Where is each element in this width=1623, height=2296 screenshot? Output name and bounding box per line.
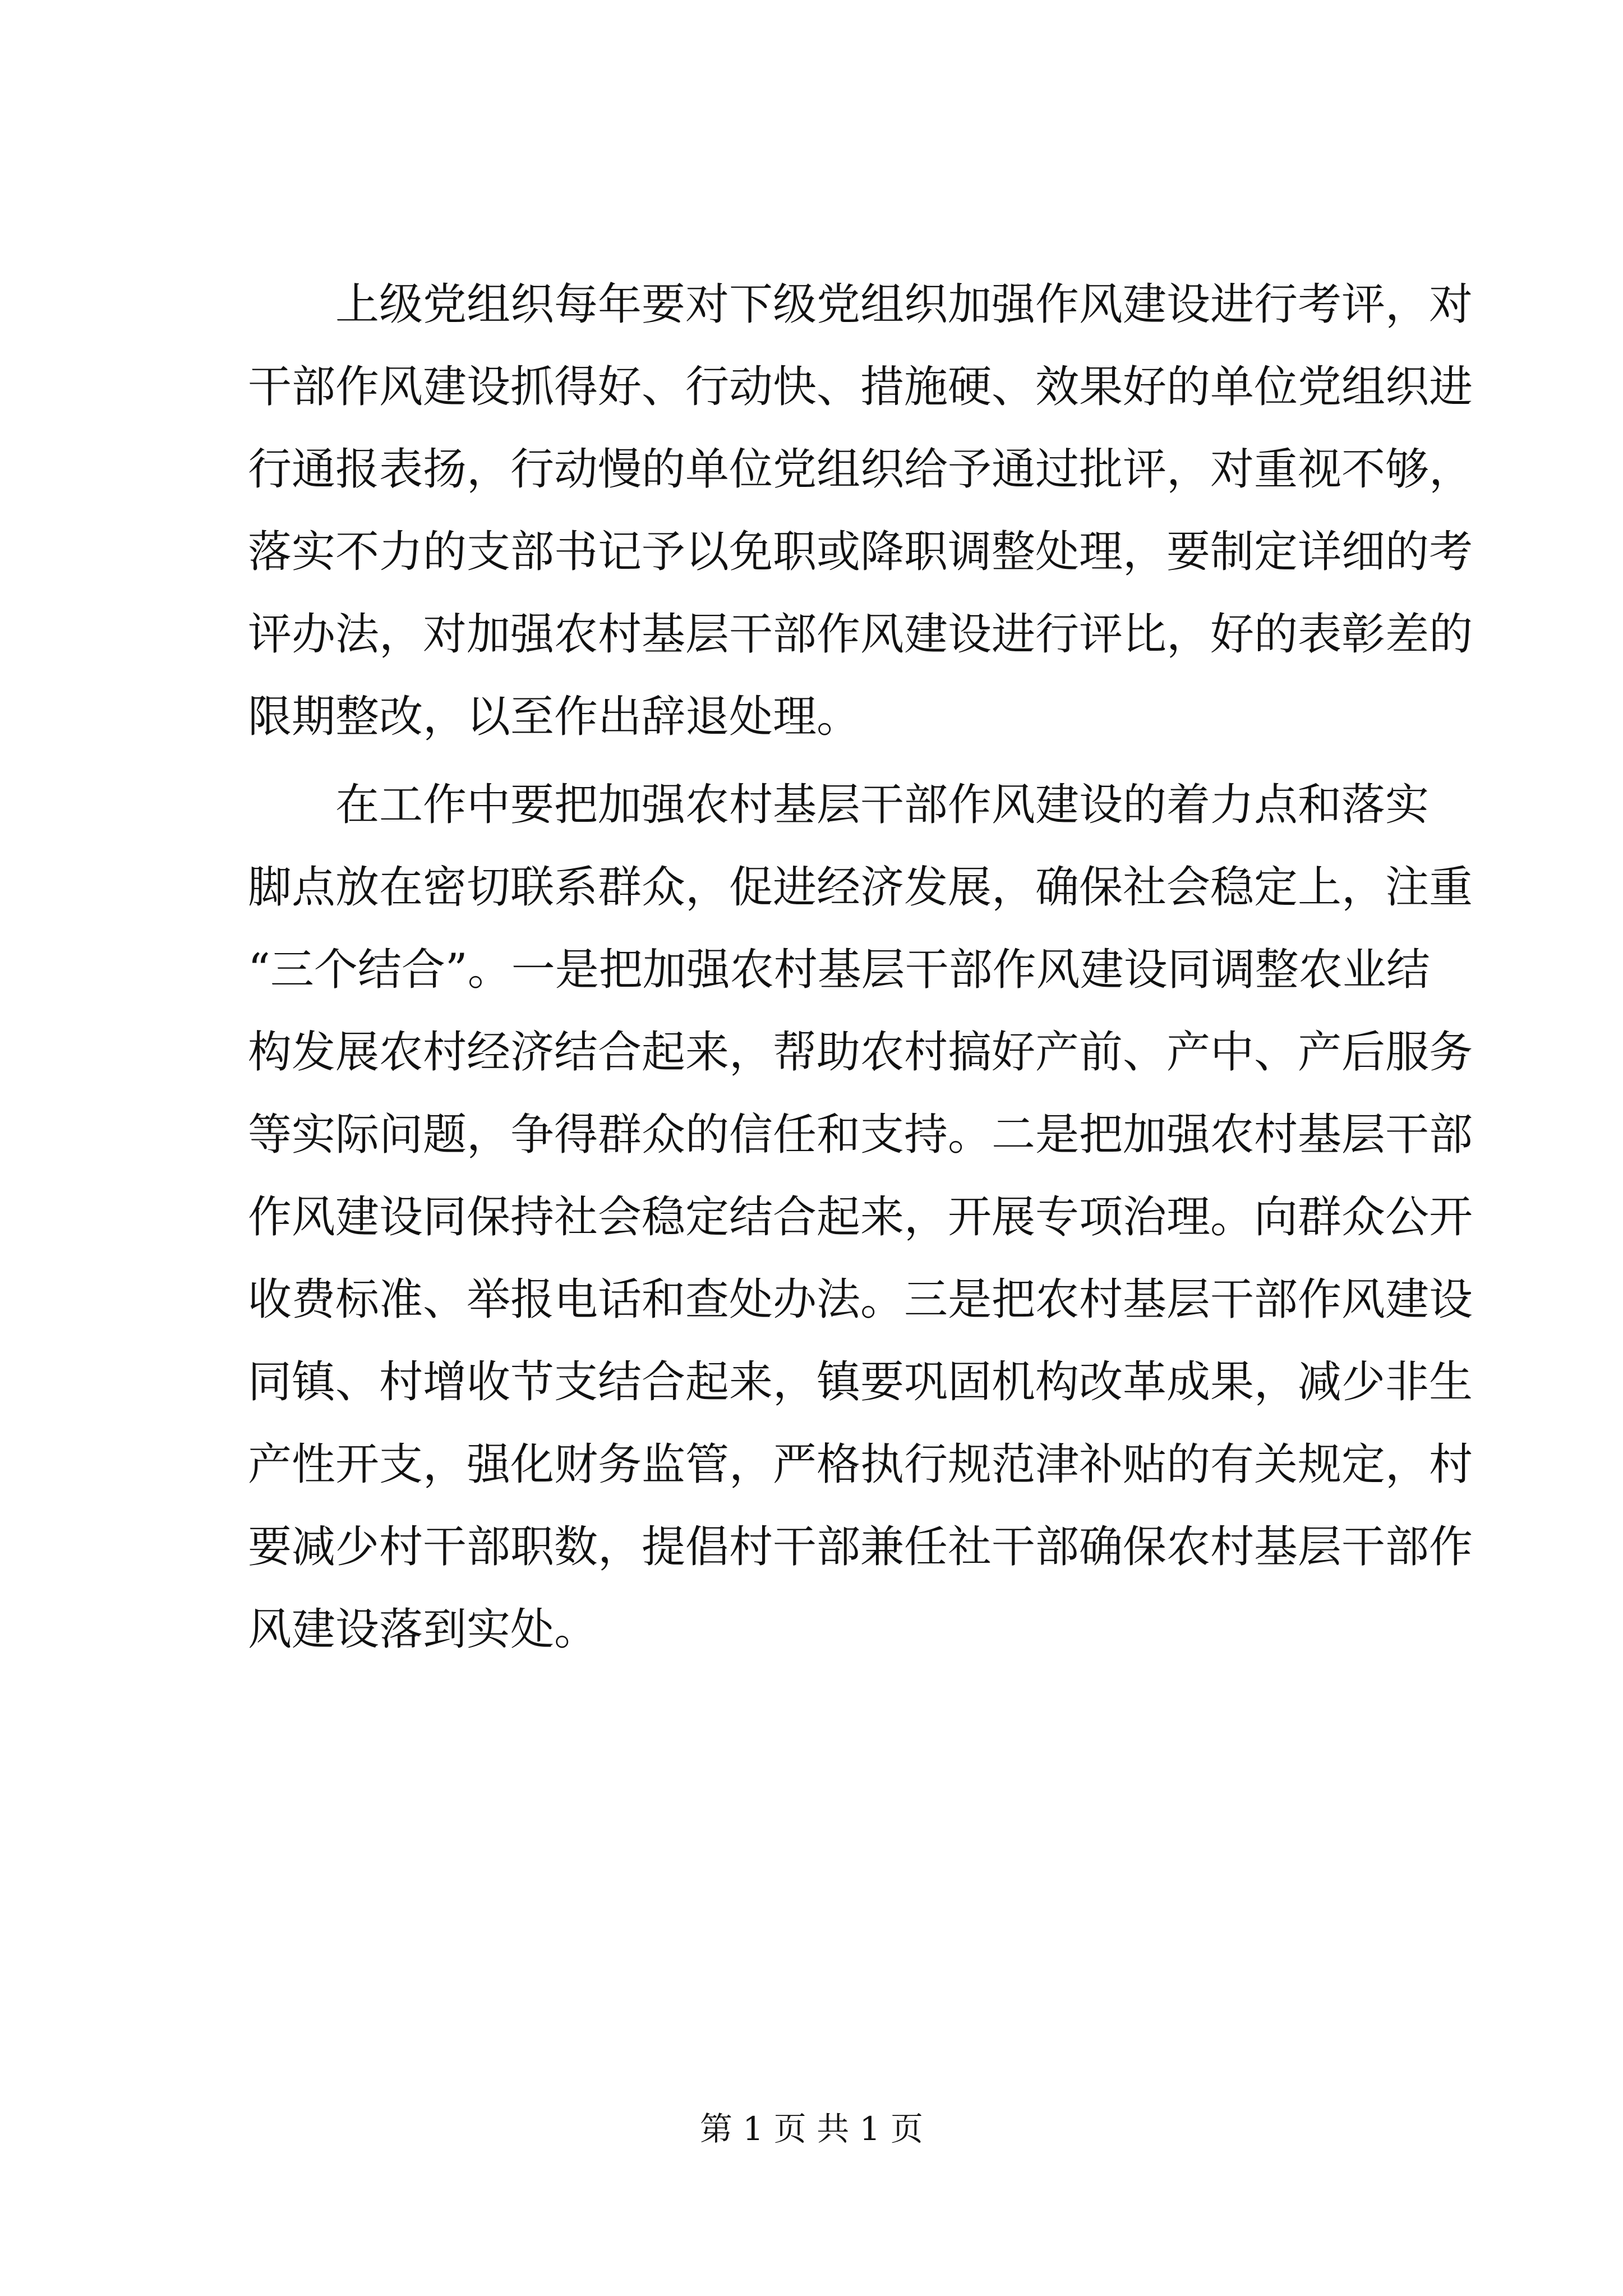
text-line: 脚点放在密切联系群众，促进经济发展，确保社会稳定上，注重 — [248, 862, 1473, 913]
text-line: 干部作风建设抓得好、行动快、措施硬、效果好的单位党组织进 — [248, 362, 1473, 412]
text-line: 在工作中要把加强农村基层干部作风建设的着力点和落实 — [248, 780, 1430, 830]
text-line: 落实不力的支部书记予以免职或降职调整处理，要制定详细的考 — [248, 527, 1473, 577]
text-line: 等实际问题，争得群众的信任和支持。二是把加强农村基层干部 — [248, 1110, 1473, 1160]
text-line: 同镇、村增收节支结合起来，镇要巩固机构改革成果，减少非生 — [248, 1357, 1473, 1407]
text-line: 作风建设同保持社会稳定结合起来，开展专项治理。向群众公开 — [248, 1192, 1473, 1243]
page-footer: 第 1 页 共 1 页 — [700, 2110, 923, 2148]
paragraph-1 — [248, 264, 1473, 758]
text-line: 收费标准、举报电话和查处办法。三是把农村基层干部作风建设 — [248, 1274, 1473, 1325]
text-line: 要减少村干部职数，提倡村干部兼任社干部确保农村基层干部作 — [248, 1522, 1473, 1572]
text-line: 评办法，对加强农村基层干部作风建设进行评比，好的表彰差的 — [248, 609, 1473, 660]
text-line: 产性开支，强化财务监管，严格执行规范津补贴的有关规定，村 — [248, 1439, 1473, 1490]
text-line: 构发展农村经济结合起来，帮助农村搞好产前、产中、产后服务 — [248, 1027, 1473, 1078]
text-line: 上级党组织每年要对下级党组织加强作风建设进行考评，对 — [248, 279, 1473, 330]
text-line: 风建设落到实处。 — [248, 1604, 598, 1655]
paragraph-2 — [248, 764, 1473, 1671]
document-body — [248, 264, 1473, 1671]
paragraph-gap — [248, 758, 1414, 764]
text-line: 行通报表扬，行动慢的单位党组织给予通过批评，对重视不够， — [248, 444, 1473, 495]
text-line: 限期整改，以至作出辞退处理。 — [248, 692, 861, 742]
text-line: “三个结合”。一是把加强农村基层干部作风建设同调整农业结 — [248, 945, 1430, 995]
